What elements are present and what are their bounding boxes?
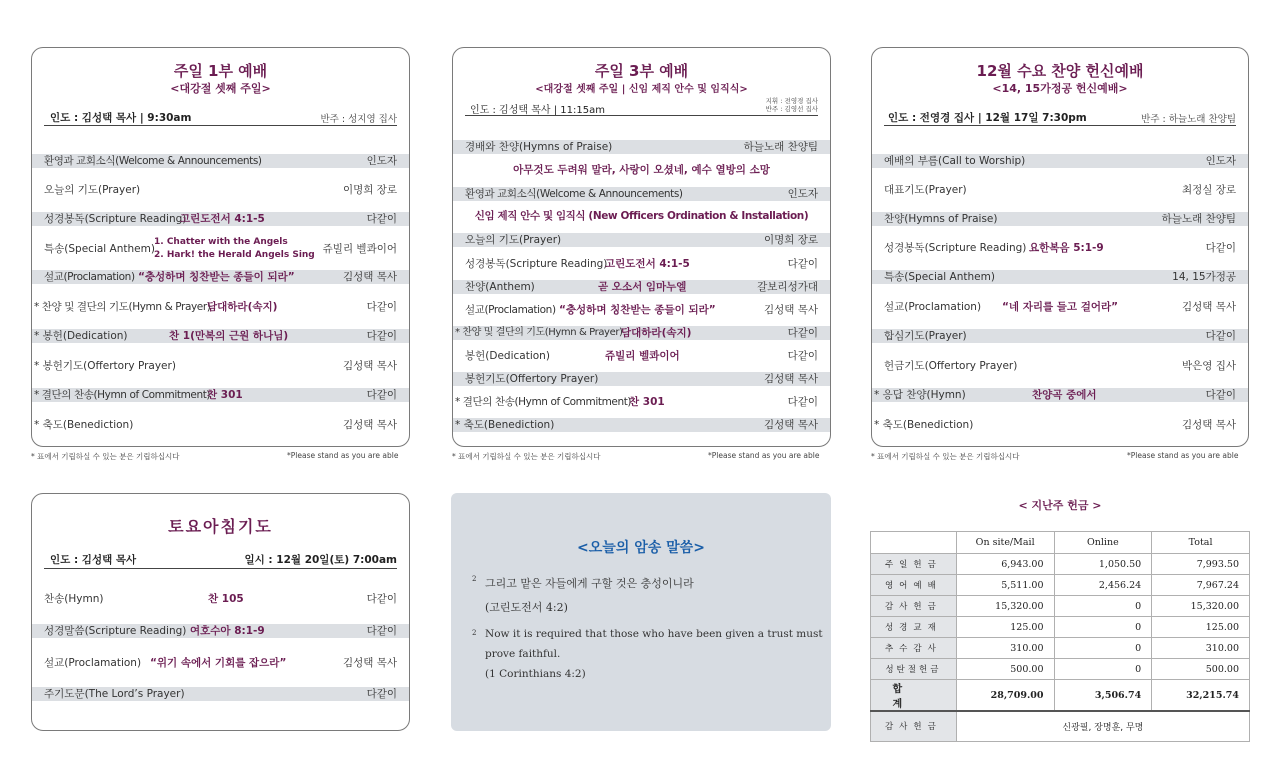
wednesday-leader: 인도 : 전영경 집사 | 12월 17일 7:30pm (888, 112, 1087, 124)
offering-total-onsite: 28,709.00 (956, 680, 1054, 712)
offering-header-blank (871, 532, 957, 554)
wednesday-row-8: * 응답 찬양(Hymn) 찬양곡 중에서 다같이 (872, 388, 1248, 402)
service1-row-7: * 봉헌기도(Offertory Prayer) 김성택 목사 (34, 360, 397, 372)
service3-row-6: 찬양(Anthem) 곧 오소서 임마누엘 갈보리성가대 (453, 280, 830, 294)
offering-category: 성경교재 (871, 617, 957, 638)
offering-row (871, 659, 1250, 680)
service1-row-9: * 축도(Benediction) 김성택 목사 (34, 419, 397, 431)
service3-row-8: * 찬양 및 결단의 기도(Hymn & Prayer) 담대하라(속지) 다같이 (453, 326, 830, 340)
offering-thanks-names: 신광필, 장명훈, 무명 (956, 711, 1249, 741)
service3-row-9: 봉헌(Dedication) 쥬빌리 벨콰이어 다같이 (465, 350, 818, 362)
service1-subtitle: <대강절 셋째 주일> (170, 82, 271, 95)
service1-row-3: 특송(Special Anthem) 1. Chatter with the Angels 2. Hark! the Herald Angels Sing 쥬빌리 벨콰이어 (44, 237, 397, 260)
wednesday-row-2: 찬양(Hymns of Praise) 하늘노래 찬양팀 (872, 212, 1248, 226)
service1-row-0: 환영과 교회소식(Welcome & Announcements) 인도자 (32, 154, 409, 168)
offering-total: 7,993.50 (1152, 554, 1250, 575)
service3-divider (465, 115, 818, 116)
offering-online: 0 (1054, 638, 1152, 659)
offering-header-total: Total (1152, 532, 1250, 554)
service3-card (452, 47, 831, 447)
offering-total: 310.00 (1152, 638, 1250, 659)
service1-row-8: * 결단의 찬송(Hymn of Commitment) 찬 301 다같이 (32, 388, 409, 402)
offering-header-row (871, 532, 1250, 554)
service3-foot-right: *Please stand as you are able (708, 451, 820, 460)
offering-total: 15,320.00 (1152, 596, 1250, 617)
verse-line-en-2: prove faithful. (485, 648, 561, 660)
offering-online: 1,050.50 (1054, 554, 1152, 575)
offering-onsite: 310.00 (956, 638, 1054, 659)
service1-accompanist: 반주 : 성지영 집사 (320, 114, 397, 125)
offering-category: 감사헌금 (871, 596, 957, 617)
offering-onsite: 5,511.00 (956, 575, 1054, 596)
offering-header-online: Online (1054, 532, 1152, 554)
saturday-divider (44, 568, 397, 569)
verse-card (451, 493, 831, 731)
saturday-time: 일시 : 12월 20일(토) 7:00am (244, 554, 397, 566)
service1-row-5: * 찬양 및 결단의 기도(Hymn & Prayer) 담대하라(속지) 다같이 (34, 301, 397, 313)
service1-row-1: 오늘의 기도(Prayer) 이명희 장로 (44, 184, 397, 196)
service1-row-4: 설교(Proclamation) “충성하며 칭찬받는 종들이 되라” 김성택 목사 (32, 270, 409, 284)
offering-row (871, 575, 1250, 596)
service3-foot-left: * 표에서 기립하실 수 있는 분은 기립하십시다 (452, 452, 601, 461)
offering-total: 125.00 (1152, 617, 1250, 638)
offering-total: 7,967.24 (1152, 575, 1250, 596)
service3-accompanist: 반주 : 김영선 집사 (765, 105, 818, 113)
service3-row-10: 봉헌기도(Offertory Prayer) 김성택 목사 (453, 372, 830, 386)
wednesday-divider (884, 125, 1236, 126)
wednesday-card (871, 47, 1249, 447)
offering-online: 0 (1054, 659, 1152, 680)
service1-foot-right: *Please stand as you are able (287, 451, 399, 460)
service1-foot-left: * 표에서 기립하실 수 있는 분은 기립하십시다 (31, 452, 180, 461)
offering-category: 영어예배 (871, 575, 957, 596)
service3-row-4: 오늘의 기도(Prayer) 이명희 장로 (453, 233, 830, 247)
offering-category: 성탄절헌금 (871, 659, 957, 680)
wednesday-foot-left: * 표에서 기립하실 수 있는 분은 기립하십시다 (871, 452, 1020, 461)
wednesday-row-7: 헌금기도(Offertory Prayer) 박은영 집사 (884, 360, 1236, 372)
verse-line-ko: 그리고 맡은 자들에게 구할 것은 충성이니라 (485, 577, 694, 590)
wednesday-row-5: 설교(Proclamation) “네 자리를 들고 걸어라” 김성택 목사 (884, 301, 1236, 313)
verse-number-ko: 2 (472, 575, 477, 583)
verse-title: <오늘의 암송 말씀> (577, 540, 705, 556)
offering-table (870, 531, 1250, 742)
saturday-card (31, 493, 410, 731)
saturday-leader: 인도 : 김성택 목사 (50, 554, 137, 566)
verse-line-en-1: Now it is required that those who have been given a trust must (485, 628, 823, 640)
offering-row (871, 617, 1250, 638)
service3-row-2: 환영과 교회소식(Welcome & Announcements) 인도자 (453, 187, 830, 201)
service3-row-0: 경배와 찬양(Hymns of Praise) 하늘노래 찬양팀 (453, 140, 830, 154)
verse-ref-ko: (고린도전서 4:2) (485, 601, 568, 614)
service3-conductor: 지휘 : 전영경 집사 (765, 97, 818, 105)
wednesday-row-4: 특송(Special Anthem) 14, 15가정공 (872, 270, 1248, 284)
service3-praise-songs: 아무것도 두려워 말라, 사랑이 오셨네, 예수 열방의 소망 (513, 164, 770, 176)
service3-leader: 인도 : 김성택 목사 | 11:15am (470, 105, 605, 116)
wednesday-row-6: 합심기도(Prayer) 다같이 (872, 329, 1248, 343)
offering-thanks-label: 감사헌금 (871, 711, 957, 741)
wednesday-row-3: 성경봉독(Scripture Reading) 요한복음 5:1-9 다같이 (884, 242, 1236, 254)
service1-title: 주일 1부 예배 (173, 62, 268, 80)
offering-title: < 지난주 헌금 > (1018, 499, 1102, 512)
service3-row-7: 설교(Proclamation) “충성하며 칭찬받는 종들이 되라” 김성택 목사 (465, 304, 818, 316)
offering-onsite: 6,943.00 (956, 554, 1054, 575)
saturday-row-1: 성경말씀(Scripture Reading) 여호수아 8:1-9 다같이 (32, 624, 409, 638)
service1-leader: 인도 : 김성택 목사 | 9:30am (50, 112, 192, 124)
offering-onsite: 15,320.00 (956, 596, 1054, 617)
wednesday-row-9: * 축도(Benediction) 김성택 목사 (874, 419, 1236, 431)
verse-number-en: 2 (472, 629, 477, 637)
service3-subtitle: <대강절 셋째 주일 | 신임 제직 안수 및 임직식> (535, 84, 748, 95)
offering-total: 500.00 (1152, 659, 1250, 680)
service3-title: 주일 3부 예배 (594, 62, 689, 80)
saturday-title: 토요아침기도 (168, 517, 273, 536)
wednesday-subtitle: <14, 15가정공 헌신예배> (992, 82, 1128, 95)
offering-onsite: 500.00 (956, 659, 1054, 680)
wednesday-foot-right: *Please stand as you are able (1127, 451, 1239, 460)
offering-thanks-row (871, 711, 1250, 741)
offering-online: 0 (1054, 596, 1152, 617)
verse-ref-en: (1 Corinthians 4:2) (485, 668, 586, 680)
service3-row-5: 성경봉독(Scripture Reading) 고린도전서 4:1-5 다같이 (465, 258, 818, 270)
wednesday-accompanist: 반주 : 하늘노래 찬양팀 (1141, 114, 1236, 125)
offering-category: 추수감사 (871, 638, 957, 659)
offering-onsite: 125.00 (956, 617, 1054, 638)
offering-row (871, 596, 1250, 617)
offering-total-online: 3,506.74 (1054, 680, 1152, 712)
offering-header-onsite: On site/Mail (956, 532, 1054, 554)
wednesday-row-1: 대표기도(Prayer) 최정실 장로 (884, 184, 1236, 196)
offering-online: 0 (1054, 617, 1152, 638)
offering-total-row (871, 680, 1250, 712)
saturday-row-2: 설교(Proclamation) “위기 속에서 기회를 잡으라” 김성택 목사 (44, 657, 397, 669)
service3-ordination: 신임 제직 안수 및 임직식 (New Officers Ordination & Installation) (474, 210, 809, 222)
service3-row-11: * 결단의 찬송(Hymn of Commitment) 찬 301 다같이 (455, 396, 818, 408)
offering-online: 2,456.24 (1054, 575, 1152, 596)
offering-total-label: 합계 (871, 680, 957, 712)
saturday-row-0: 찬송(Hymn) 찬 105 다같이 (44, 593, 397, 605)
service1-row-2: 성경봉독(Scripture Reading) 고린도전서 4:1-5 다같이 (32, 212, 409, 226)
offering-row (871, 638, 1250, 659)
service3-row-12: * 축도(Benediction) 김성택 목사 (453, 418, 830, 432)
saturday-row-3: 주기도문(The Lord’s Prayer) 다같이 (32, 687, 409, 701)
wednesday-title: 12월 수요 찬양 헌신예배 (976, 62, 1144, 80)
service1-row-6: * 봉헌(Dedication) 찬 1(만복의 근원 하나님) 다같이 (32, 329, 409, 343)
wednesday-row-0: 예배의 부름(Call to Worship) 인도자 (872, 154, 1248, 168)
offering-category: 주일헌금 (871, 554, 957, 575)
service1-divider (44, 125, 397, 126)
offering-row (871, 554, 1250, 575)
offering-total-total: 32,215.74 (1152, 680, 1250, 712)
service1-card (31, 47, 410, 447)
